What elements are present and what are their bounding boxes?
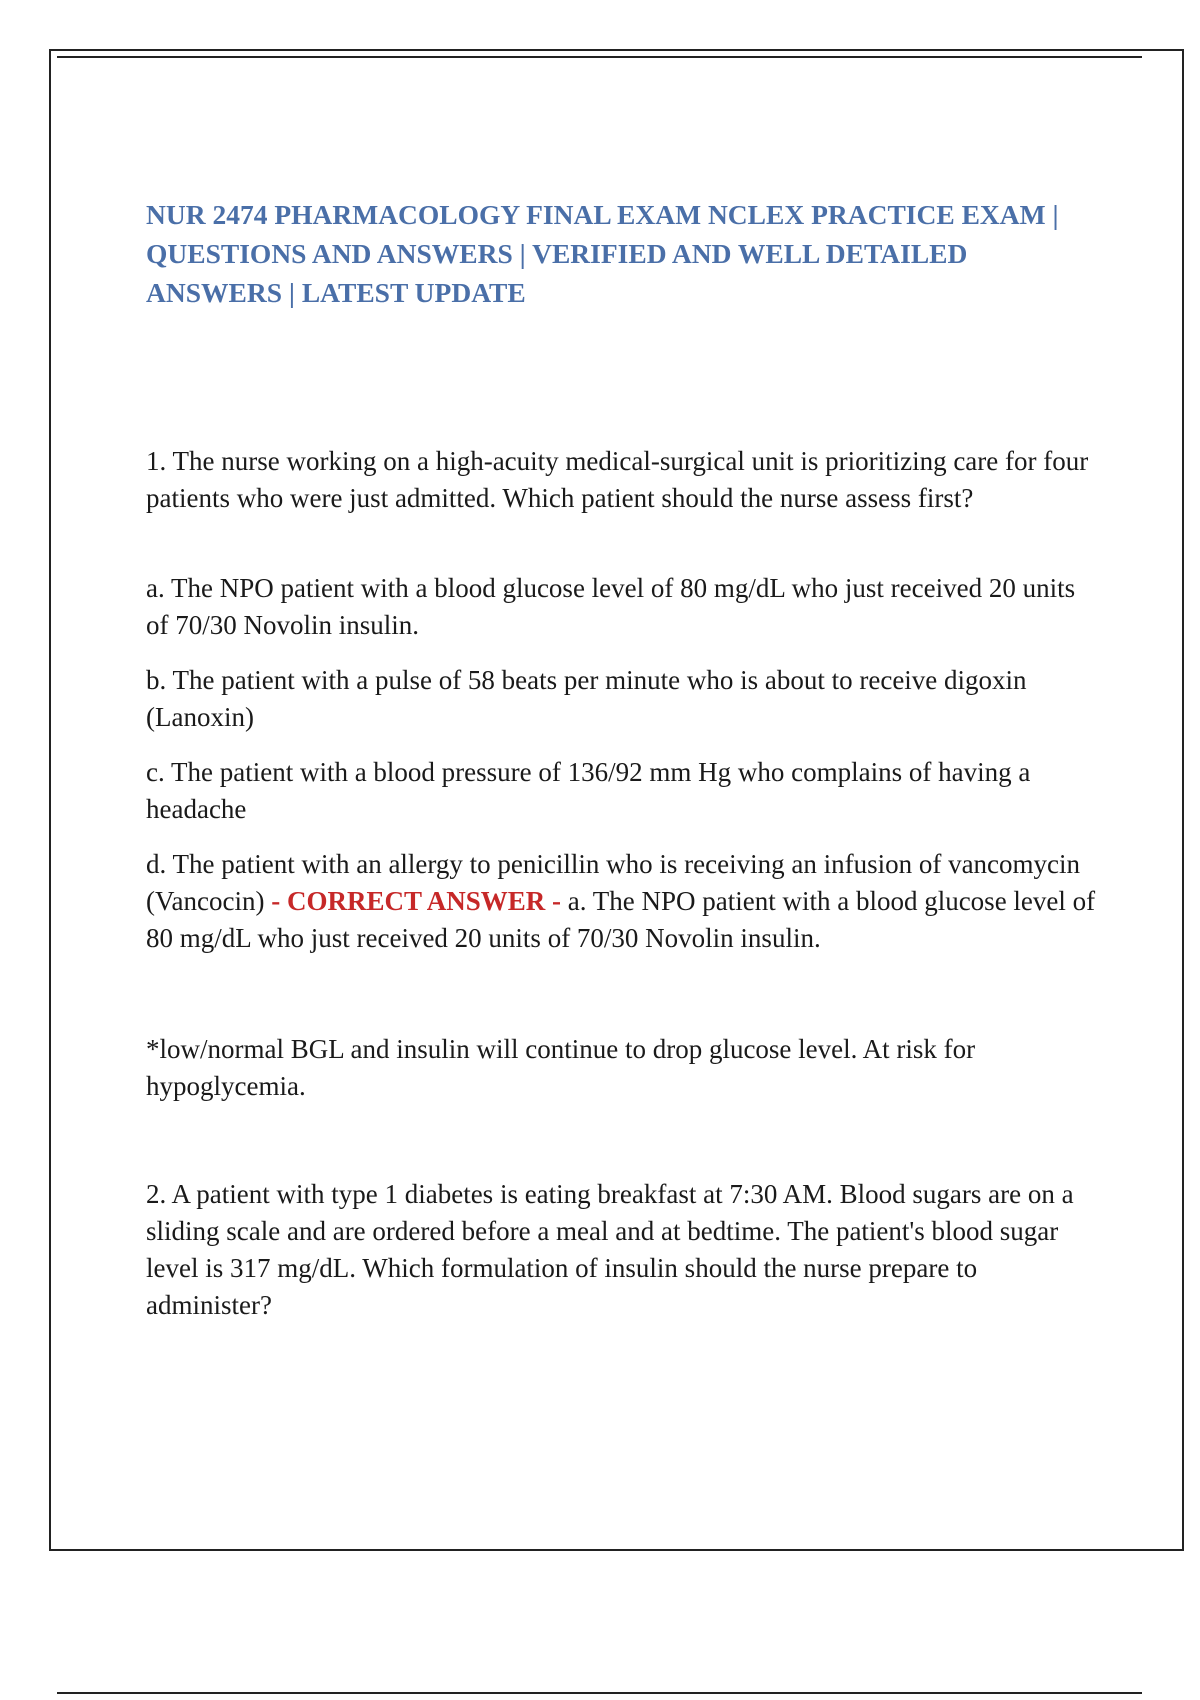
top-rule [57,56,1142,58]
question-1-rationale: *low/normal BGL and insulin will continue to drop glucose level. At risk for hypoglycemia. [146,1034,976,1101]
question-1-option-c: c. The patient with a blood pressure of 136/92 mm Hg who complains of having a headache [146,757,1031,824]
question-2-stem: 2. A patient with type 1 diabetes is eating breakfast at 7:30 AM. Blood sugars are on a sliding scale and are ordered before a meal and at bedtime. The patient's blood sugar level is 317 mg/dL. Which formulation of insulin should the nurse prepare to administer? [146,1179,1074,1320]
question-1-option-d: d. The patient with an allergy to penicillin who is receiving an infusion of vancomycin (Vancocin) [146,849,1081,916]
question-1-answer: a. The NPO patient with a blood glucose level of 80 mg/dL who just received 20 units of 70/30 Novolin insulin. [146,886,1096,953]
document-body [146,195,1096,1324]
question-1-option-d-with-answer [146,846,1096,957]
bottom-rule [57,1692,1142,1694]
question-1-option-b: b. The patient with a pulse of 58 beats per minute who is about to receive digoxin (Lanoxin) [146,665,1027,732]
correct-answer-label: - CORRECT ANSWER - [271,886,561,916]
question-1-option-a: a. The NPO patient with a blood glucose level of 80 mg/dL who just received 20 units of 70/30 Novolin insulin. [146,573,1076,640]
question-1-stem: 1. The nurse working on a high-acuity medical-surgical unit is prioritizing care for four patients who were just admitted. Which patient should the nurse assess first? [146,446,1089,513]
document-title: NUR 2474 PHARMACOLOGY FINAL EXAM NCLEX PRACTICE EXAM | QUESTIONS AND ANSWERS | VERIFIED AND WELL DETAILED ANSWERS | LATEST UPDATE [146,199,1059,308]
